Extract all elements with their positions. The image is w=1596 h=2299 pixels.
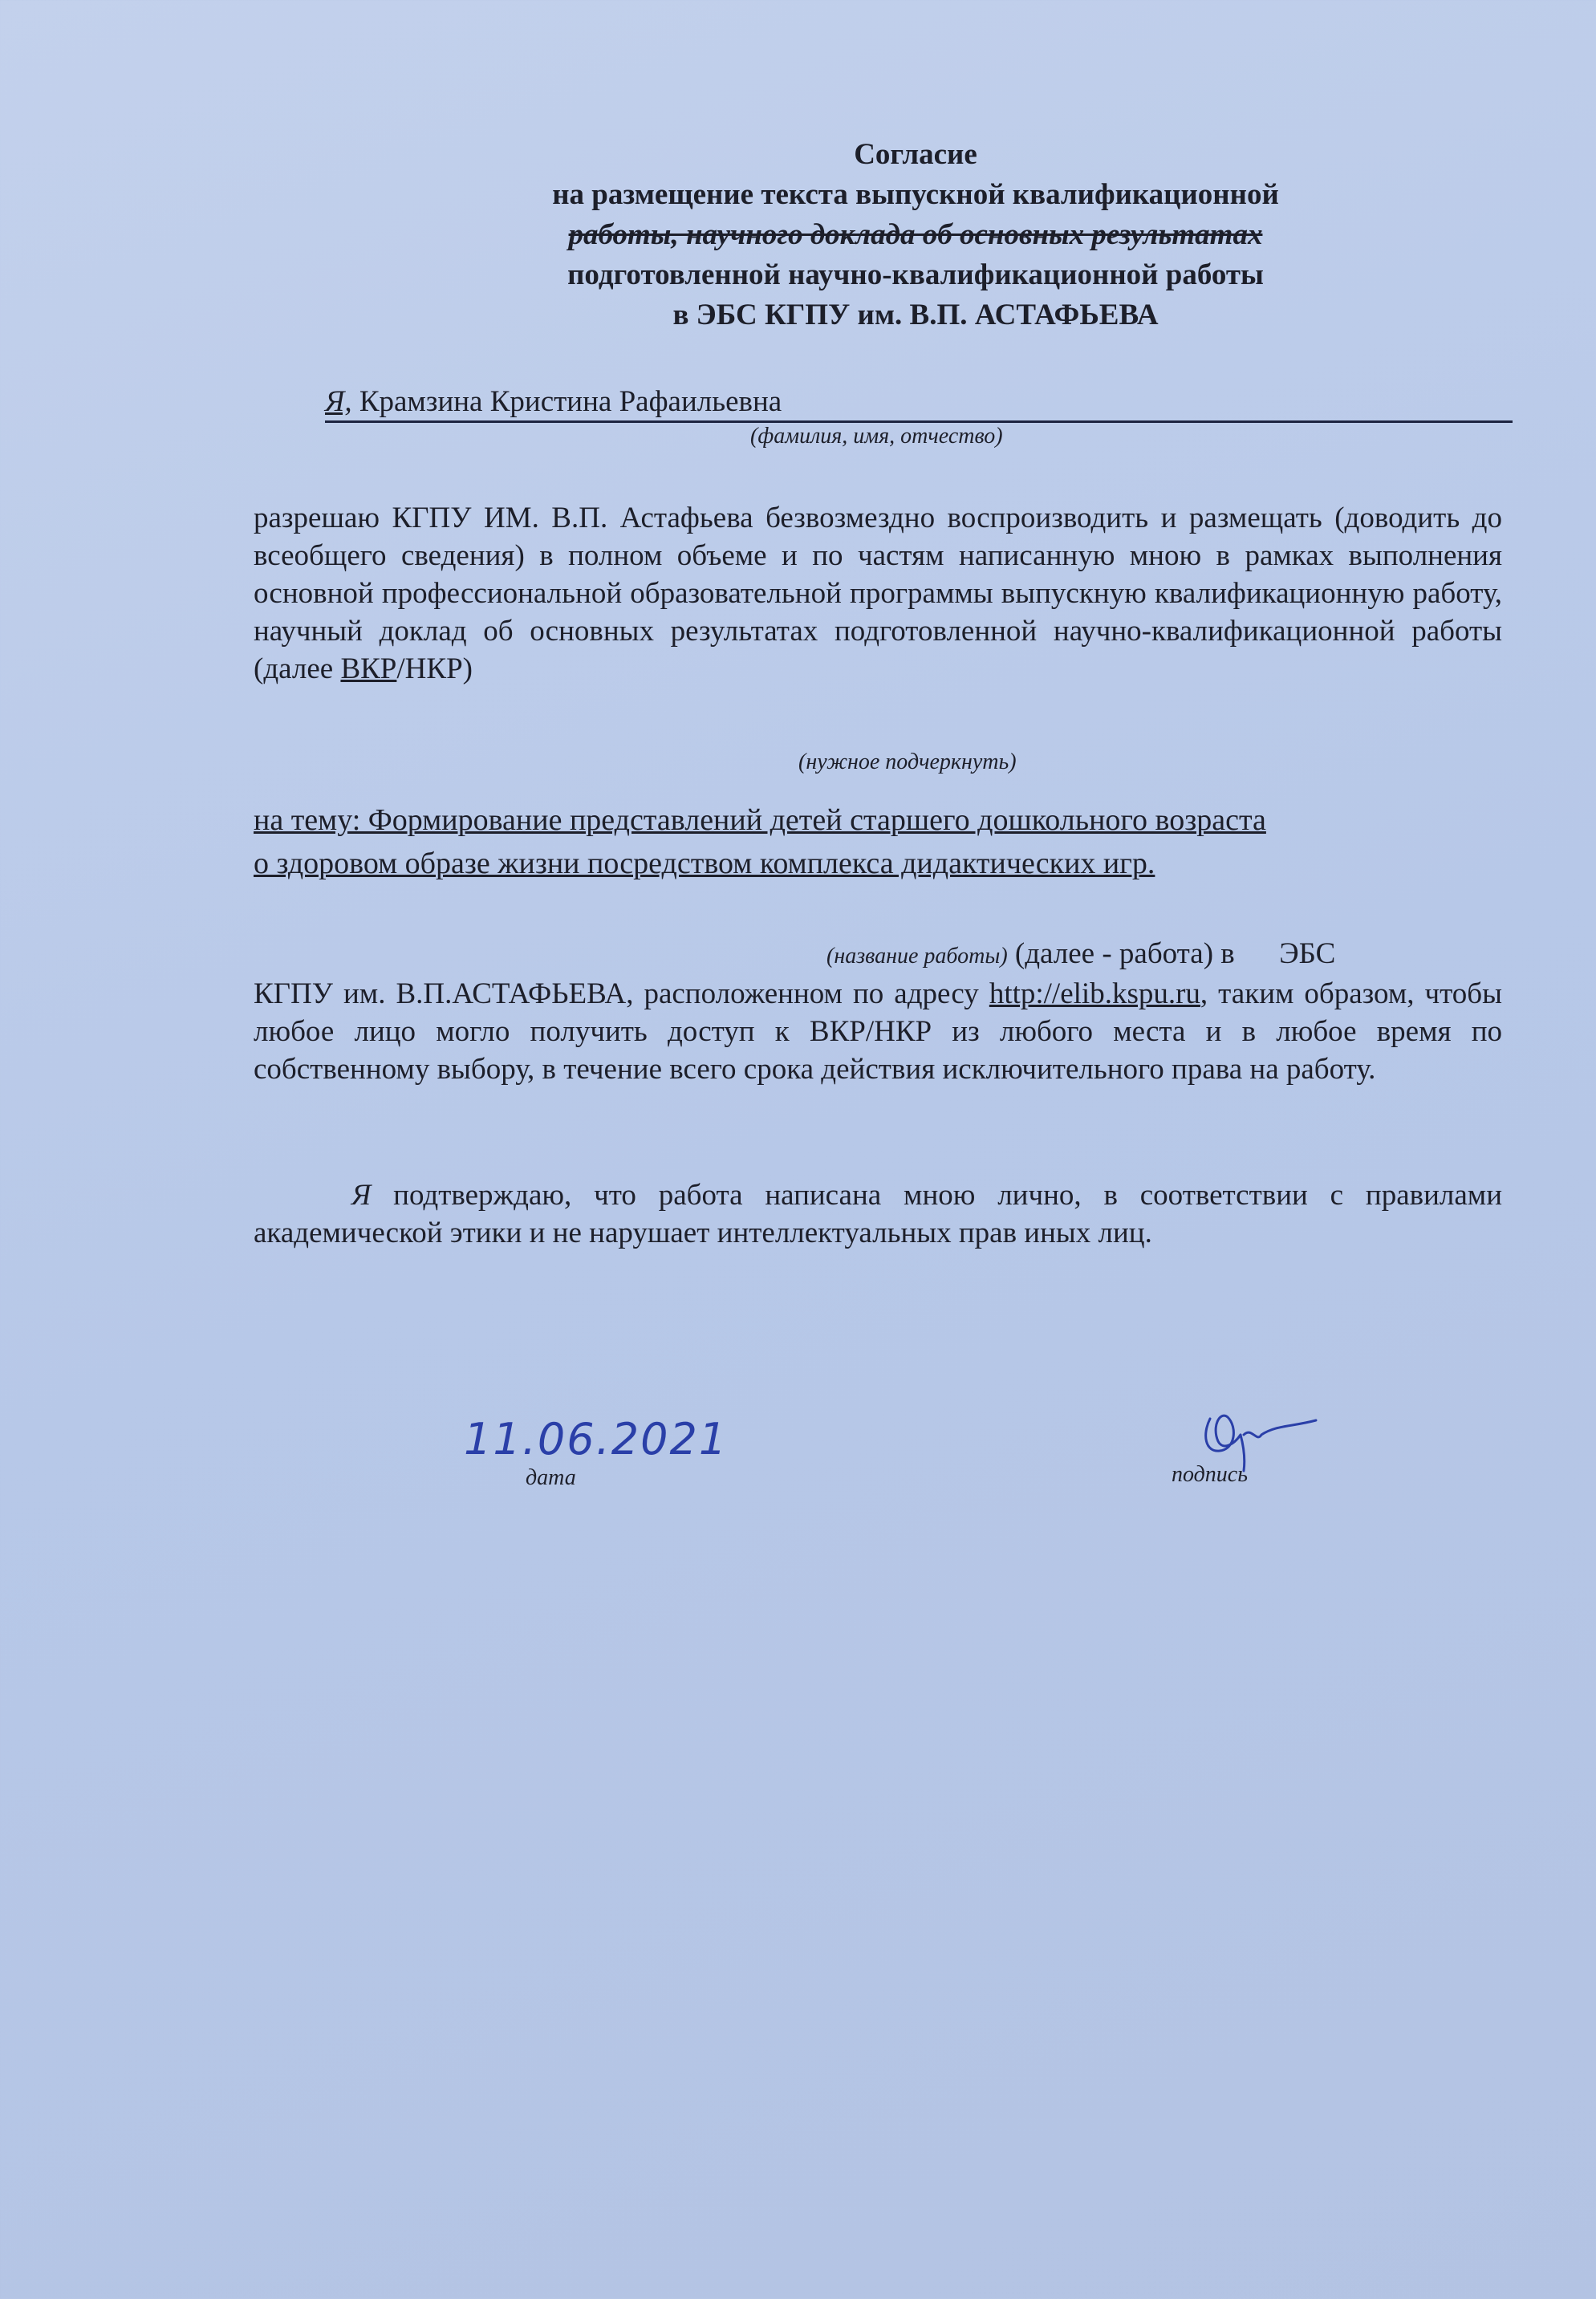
confirmation-text: подтверждаю, что работа написана мною лично, в соответствии с правилами академической этики и не нарушает интеллектуальных прав иных лиц.: [254, 1179, 1502, 1249]
placement-paragraph: [254, 975, 1502, 1088]
full-name: Крамзина Кристина Рафаильевна: [351, 385, 782, 418]
placement-lead: (далее - работа) в ЭБС: [1007, 937, 1336, 970]
nkr-text: /НКР): [396, 652, 473, 685]
name-prefix: Я,: [325, 385, 352, 418]
signature-label: подпись: [1172, 1462, 1248, 1487]
full-name-field: [325, 384, 1513, 423]
full-name-hint: (фамилия, имя, отчество): [750, 424, 1003, 449]
vkr-underlined: ВКР: [340, 652, 397, 685]
work-title-hint: (название работы): [826, 944, 1008, 969]
title-line: подготовленной научно-квалификационной работы: [567, 258, 1264, 291]
handwritten-date: 11.06.2021: [464, 1414, 729, 1464]
confirmation-ya: Я: [351, 1179, 372, 1212]
underline-hint: (нужное подчеркнуть): [798, 749, 1017, 774]
placement-text: КГПУ им. В.П.АСТАФЬЕВА, расположенном по адресу: [254, 977, 989, 1010]
permission-text: разрешаю КГПУ ИМ. В.П. Астафьева безвозмездно воспроизводить и размещать (доводить до всеобщего сведения) в полном объеме и по частям написанную мною в рамках выполнения основной профессиональной образовательной программы выпускную квалификационную работу, научный доклад об основных результатах подготовленной научно-квалификационной работы (далее: [254, 502, 1502, 685]
work-title-hint-row: [826, 936, 1335, 971]
placement-text-end: , таким образом, чтобы любое лицо могло получить доступ к ВКР/НКР из любого места и в любое время по собственному выбору, в течение всего срока действия исключительного права на работу.: [254, 977, 1502, 1086]
title-line: на размещение текста выпускной квалификационной: [552, 178, 1279, 211]
confirmation-paragraph: [254, 1176, 1502, 1252]
thesis-topic: [254, 798, 1521, 885]
document-title: [0, 135, 1596, 335]
topic-line: на тему: Формирование представлений детей старшего дошкольного возраста: [254, 803, 1266, 837]
elib-link[interactable]: http://elib.kspu.ru: [989, 977, 1200, 1010]
date-label: дата: [526, 1465, 576, 1490]
title-line: Согласие: [854, 138, 977, 171]
title-line: в ЭБС КГПУ им. В.П. АСТАФЬЕВА: [672, 299, 1159, 331]
topic-line: о здоровом образе жизни посредством комплекса дидактических игр.: [254, 847, 1155, 880]
title-line: работы, научного доклада об основных результатах: [568, 218, 1263, 251]
permission-paragraph: [254, 499, 1502, 688]
